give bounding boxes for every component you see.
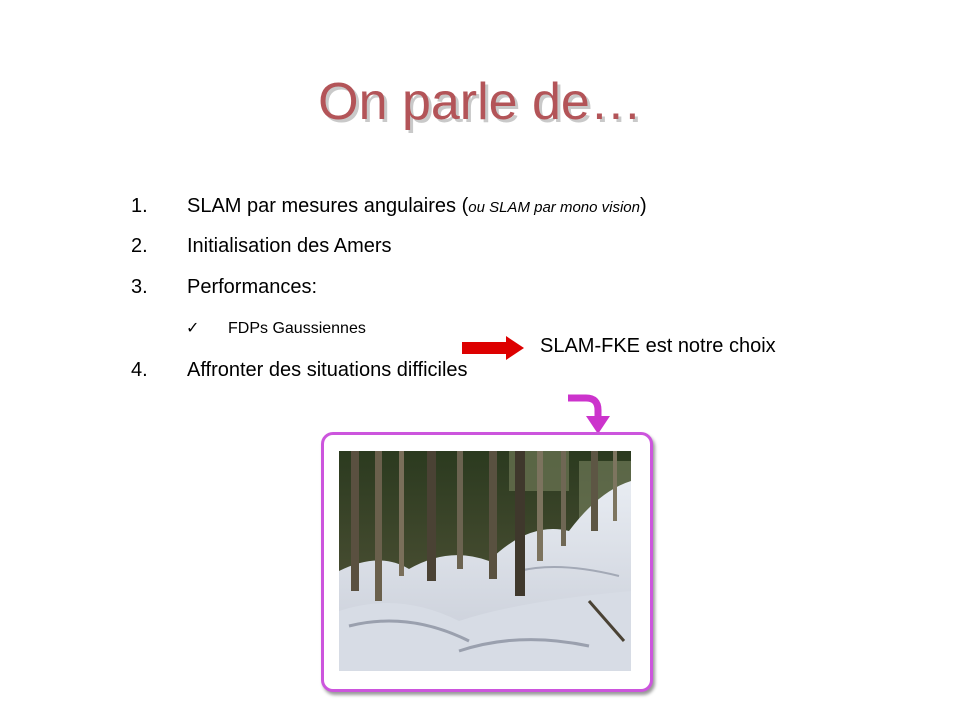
curved-down-arrow-icon (562, 392, 614, 436)
list-text: Initialisation des Amers (187, 235, 392, 257)
list-text-note: ou SLAM par mono vision (468, 199, 640, 216)
list-number: 2. (131, 235, 148, 257)
conclusion-text: SLAM-FKE est notre choix (540, 335, 776, 357)
list-item-3 (0, 275, 960, 299)
red-right-arrow-icon (462, 336, 524, 360)
list-item-2 (0, 234, 960, 258)
list-text-main: SLAM par mesures angulaires ( (187, 195, 469, 217)
list-number: 3. (131, 276, 148, 298)
list-text: Affronter des situations difficiles (187, 359, 468, 381)
slide-title: On parle de… (318, 73, 642, 131)
checkmark-icon: ✓ (186, 318, 200, 337)
sub-list-item: FDPs Gaussiennes (228, 320, 366, 337)
list-item-4 (0, 358, 960, 382)
list-text-close: ) (640, 195, 647, 217)
snowy-forest-photo (339, 451, 631, 671)
list-number: 1. (131, 195, 148, 217)
list-text (187, 194, 647, 220)
list-number: 4. (131, 359, 148, 381)
list-item-1 (0, 194, 960, 218)
list-text: Performances: (187, 276, 318, 298)
